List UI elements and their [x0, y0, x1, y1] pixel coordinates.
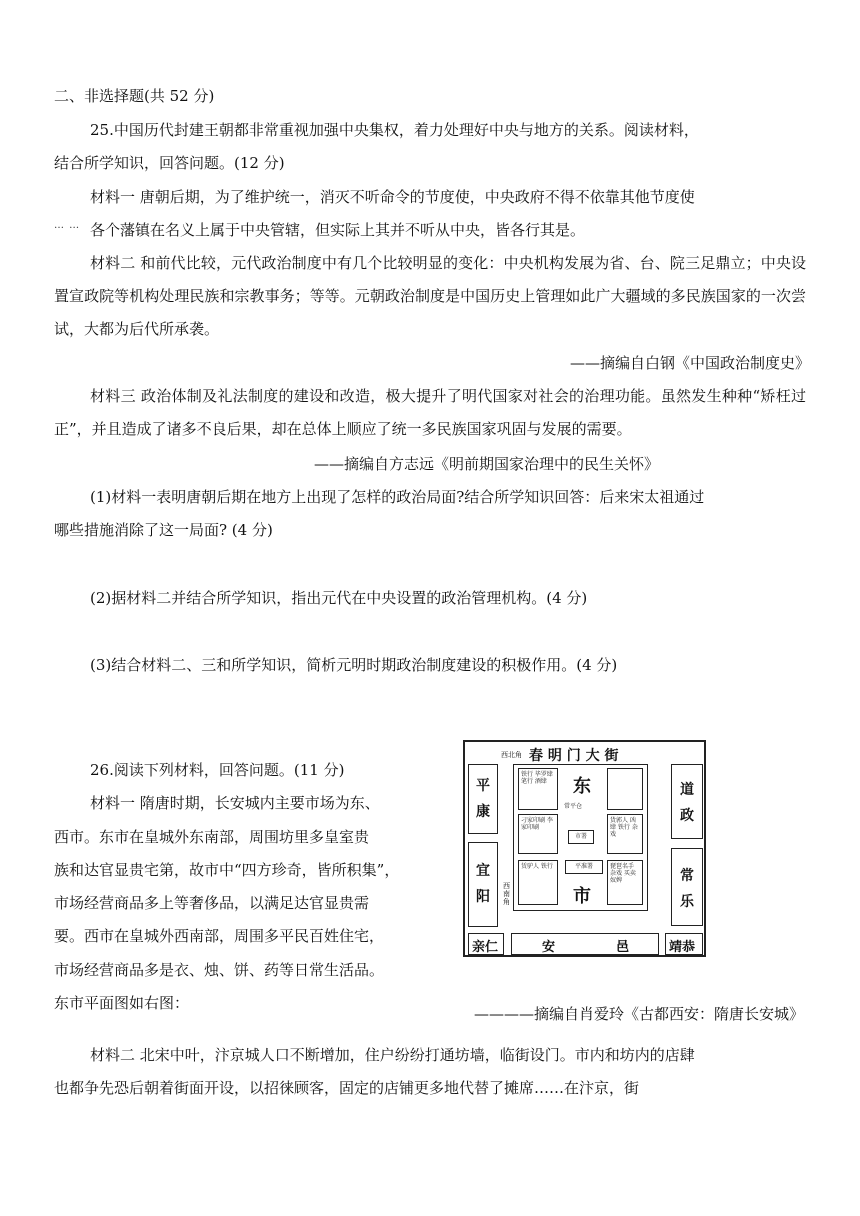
- q25-question-2: (2)据材料二并结合所学知识，指出元代在中央设置的政治管理机构。(4 分): [90, 589, 588, 607]
- q26-material-1-line-7: 东市平面图如右图：: [54, 994, 190, 1012]
- cell-bottom-right: 琵琶名手 杂戏 买卖奴婢: [607, 860, 643, 905]
- label-yiyang: 宜阳: [476, 863, 490, 905]
- q25-material-3-source: ——摘编自方志远《明前期国家治理中的民生关怀》: [314, 455, 660, 473]
- q25-material-2: 材料二 和前代比较，元代政治制度中有几个比较明显的变化：中央机构发展为省、台、院三足鼎立；中央设置宣政院等机构处理民族和宗教事务；等等。元朝政治制度是中国历史上管理如此广大疆域的多民族国家的一次尝试，大都为后代所承袭。: [54, 254, 806, 338]
- q25-question-1-line-2: 哪些措施消除了这一局面? (4 分): [54, 521, 273, 539]
- q26-stem: 26.阅读下列材料，回答问题。(11 分): [90, 761, 345, 779]
- block-anyi: [511, 933, 659, 955]
- label-pingkang: 平康: [476, 778, 490, 820]
- cell-top-right-note: 常平仓: [564, 803, 583, 810]
- label-qinren: 亲仁: [472, 940, 499, 955]
- q25-stem-2: 结合所学知识，回答问题。(12 分): [54, 154, 285, 172]
- q25-question-3: (3)结合材料二、三和所学知识，简析元明时期政治制度建设的积极作用。(4 分): [90, 656, 618, 674]
- q25-material-1-ellipsis: … …: [54, 220, 81, 231]
- label-daozheng: 道政: [680, 782, 694, 824]
- block-qinren: [468, 933, 504, 955]
- east-market-map: [463, 740, 706, 957]
- cell-mid-right: 货郭人 凶肆 铁行 杂戏: [607, 814, 643, 854]
- q26-material-1-line-3: 族和达官显贵宅第，故市中“四方珍奇，皆所积集”，: [54, 861, 400, 879]
- label-an: 安: [542, 940, 556, 955]
- q26-material-1-line-2: 西市。东市在皇城外东南部，周围坊里多皇室贵: [54, 828, 370, 846]
- map-corner-nw: 西北角: [501, 751, 522, 759]
- cell-bottom-center: 平准署: [565, 860, 603, 874]
- map-street-top: 春 明 门 大 街: [529, 748, 619, 764]
- cell-center: 市署: [568, 830, 594, 844]
- q25-question-1-line-1: (1)材料一表明唐朝后期在地方上出现了怎样的政治局面?结合所学知识回答：后来宋太祖通过: [90, 488, 705, 506]
- block-daozheng: [671, 764, 703, 839]
- q26-material-2-line-1: 材料二 北宋中叶，汴京城人口不断增加，住户纷纷打通坊墙，临街设门。市内和坊内的店肆: [90, 1046, 695, 1064]
- cell-bottom-left: 赁驴人 铁行: [518, 860, 558, 905]
- cell-top-right: [564, 768, 643, 810]
- q25-material-3: 材料三 政治体制及礼法制度的建设和改造，极大提升了明代国家对社会的治理功能。虽然发生种种“矫枉过正”，并且造成了诸多不良后果，却在总体上顺应了统一多民族国家巩固与发展的需要。: [54, 387, 806, 438]
- label-yi: 邑: [616, 940, 630, 955]
- map-char-market: 市: [573, 886, 591, 907]
- block-pingkang: [468, 764, 498, 834]
- cell-mid-left: 刁家印刷 李家印刷: [518, 814, 558, 854]
- q26-material-1-source: ————摘编自肖爱玲《古都西安：隋唐长安城》: [474, 1005, 805, 1023]
- map-corner-sw: 西南角: [503, 882, 510, 906]
- map-char-east: 东: [573, 776, 591, 797]
- q26-material-1-line-4: 市场经营商品多上等奢侈品，以满足达官显贵需: [54, 894, 370, 912]
- q26-material-1-line-1: 材料一 隋唐时期，长安城内主要市场为东、: [90, 794, 380, 812]
- block-changle: [671, 848, 703, 926]
- q26-material-1-line-6: 市场经营商品多是衣、烛、饼、药等日常生活品。: [54, 961, 385, 979]
- q26-material-2-line-2: 也都争先恐后朝着街面开设，以招徕顾客，固定的店铺更多地代替了摊席……在汴京，街: [54, 1079, 640, 1097]
- q25-material-1-line-2: 各个藩镇在名义上属于中央管辖，但实际上其并不听从中央，皆各行其是。: [90, 221, 586, 239]
- cell-top-left: 铁行 毕罗肆 笔行 酒肆: [518, 768, 558, 810]
- label-jinggong: 靖恭: [669, 940, 696, 955]
- block-jinggong: [665, 933, 703, 955]
- q25-material-2-source: ——摘编自白钢《中国政治制度史》: [569, 354, 810, 372]
- q25-material-1-line-1: 材料一 唐朝后期，为了维护统一，消灭不听命令的节度使，中央政府不得不依靠其他节度使: [90, 188, 695, 206]
- q25-stem-1: 25.中国历代封建王朝都非常重视加强中央集权，着力处理好中央与地方的关系。阅读材料，: [90, 121, 699, 139]
- section-title: 二、非选择题(共 52 分): [54, 87, 215, 105]
- label-changle: 常乐: [680, 868, 694, 910]
- block-yiyang: [468, 842, 498, 927]
- q26-material-1-line-5: 要。西市在皇城外西南部，周围多平民百姓住宅，: [54, 927, 385, 945]
